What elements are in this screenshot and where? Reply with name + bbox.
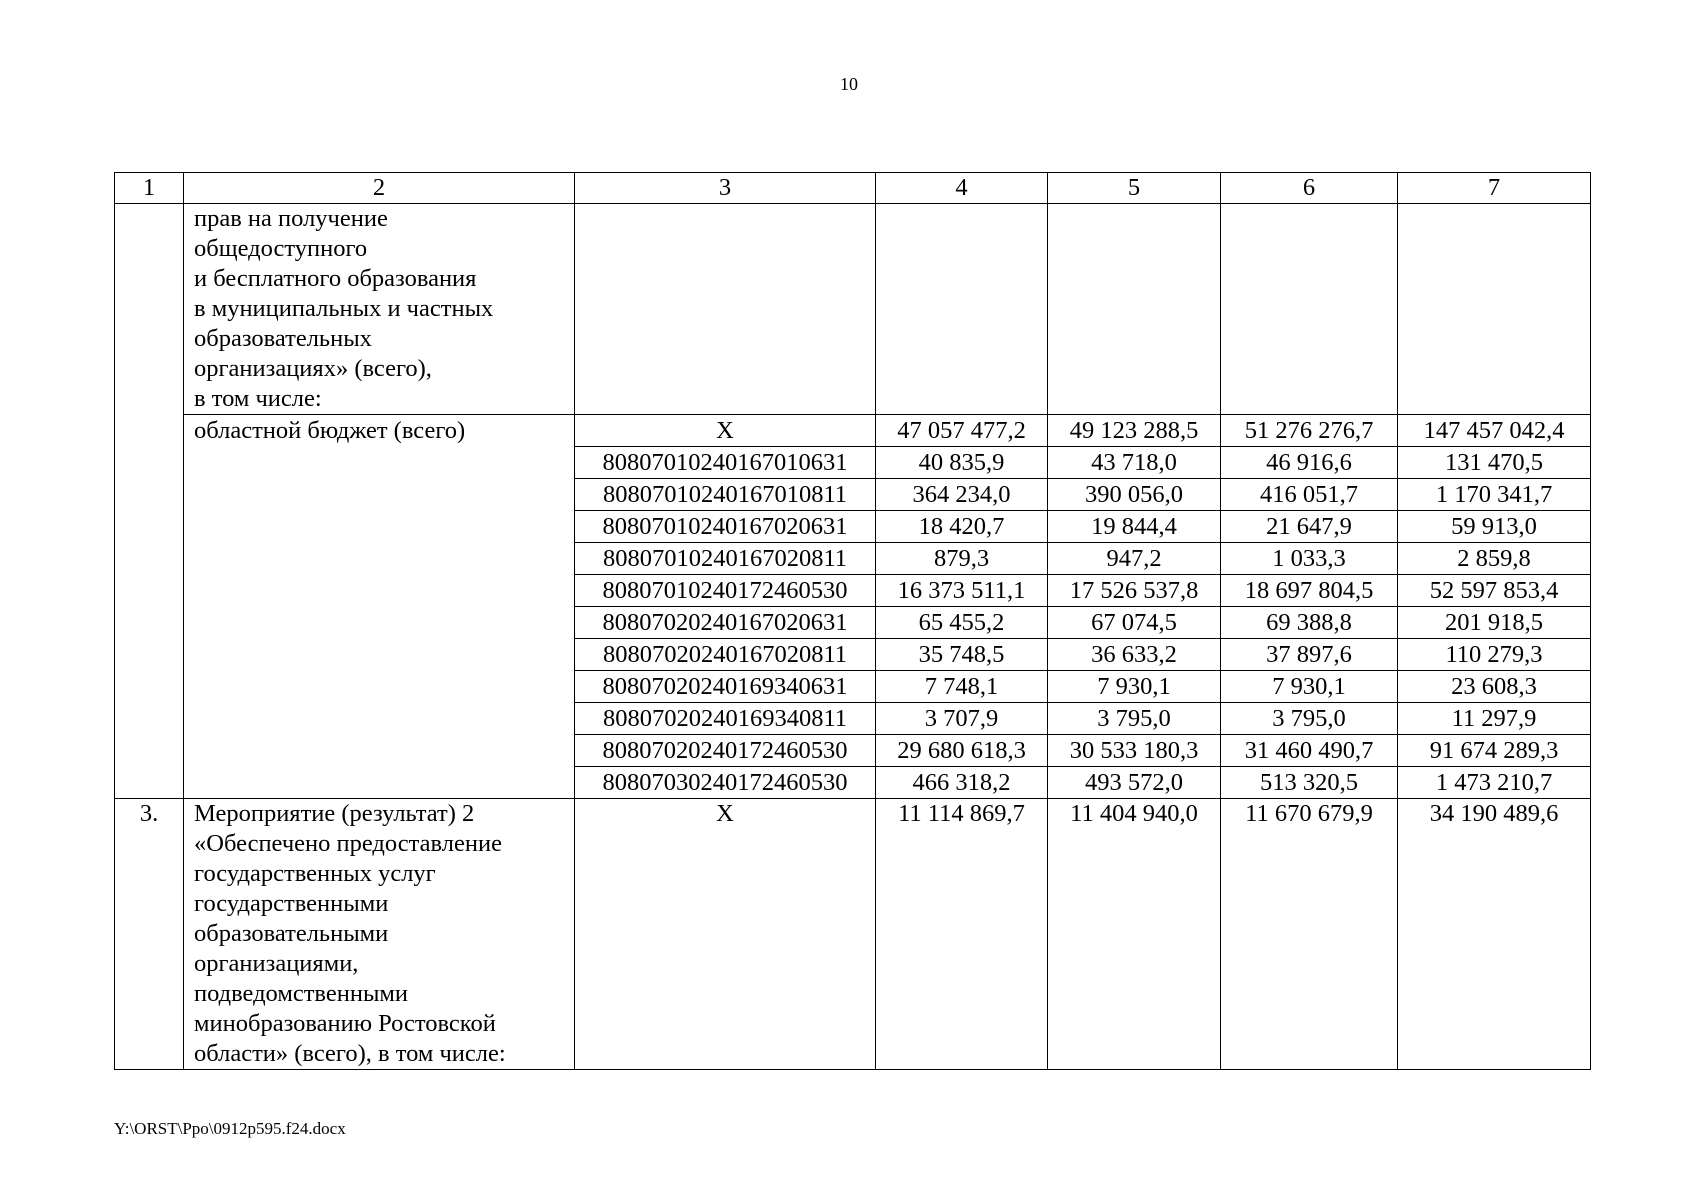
- page-number: 10: [840, 74, 858, 94]
- value-col7: 23 608,3: [1398, 671, 1591, 703]
- value-col5: 7 930,1: [1048, 671, 1221, 703]
- budget-code: 80807010240167010811: [575, 479, 876, 511]
- budget-code: 80807030240172460530: [575, 767, 876, 799]
- description-line: минобразованию Ростовской: [194, 1010, 496, 1037]
- value-col6: 69 388,8: [1221, 607, 1398, 639]
- value-col5: 3 795,0: [1048, 703, 1221, 735]
- budget-code: 80807010240167010631: [575, 447, 876, 479]
- description-line: в том числе:: [194, 385, 322, 412]
- budget-code: 80807020240172460530: [575, 735, 876, 767]
- value-col7: 1 170 341,7: [1398, 479, 1591, 511]
- value-col7: 52 597 853,4: [1398, 575, 1591, 607]
- value-col6: 46 916,6: [1221, 447, 1398, 479]
- continued-item-row: [115, 204, 1591, 415]
- description-line: образовательными: [194, 920, 389, 947]
- value-col5: 390 056,0: [1048, 479, 1221, 511]
- empty-cell: [575, 204, 876, 415]
- value-col5: 36 633,2: [1048, 639, 1221, 671]
- value-col5: 19 844,4: [1048, 511, 1221, 543]
- description-line: «Обеспечено предоставление: [194, 830, 502, 857]
- source-total-col6: 51 276 276,7: [1221, 415, 1398, 447]
- empty-cell: [1221, 204, 1398, 415]
- item3-number: 3.: [115, 799, 184, 1070]
- budget-code: 80807020240169340811: [575, 703, 876, 735]
- budget-code: 80807010240172460530: [575, 575, 876, 607]
- value-col5: 43 718,0: [1048, 447, 1221, 479]
- value-col7: 2 859,8: [1398, 543, 1591, 575]
- value-col6: 18 697 804,5: [1221, 575, 1398, 607]
- continued-item-description: [184, 204, 575, 415]
- budget-code: 80807010240167020811: [575, 543, 876, 575]
- continued-item-number: [115, 204, 184, 799]
- source-total-col4: 47 057 477,2: [876, 415, 1048, 447]
- item3-col7: 34 190 489,6: [1398, 799, 1591, 1070]
- value-col6: 31 460 490,7: [1221, 735, 1398, 767]
- item3-col4: 11 114 869,7: [876, 799, 1048, 1070]
- value-col7: 110 279,3: [1398, 639, 1591, 671]
- value-col4: 35 748,5: [876, 639, 1048, 671]
- value-col6: 37 897,6: [1221, 639, 1398, 671]
- source-total-col7: 147 457 042,4: [1398, 415, 1591, 447]
- value-col4: 16 373 511,1: [876, 575, 1048, 607]
- value-col5: 17 526 537,8: [1048, 575, 1221, 607]
- budget-code: 80807020240169340631: [575, 671, 876, 703]
- budget-table: [114, 172, 1591, 1070]
- value-col4: 29 680 618,3: [876, 735, 1048, 767]
- value-col7: 91 674 289,3: [1398, 735, 1591, 767]
- header-col-1: 1: [115, 173, 184, 204]
- value-col7: 11 297,9: [1398, 703, 1591, 735]
- description-line: области» (всего), в том числе:: [194, 1040, 506, 1067]
- description-line: организациях» (всего),: [194, 355, 432, 382]
- budget-code: 80807020240167020811: [575, 639, 876, 671]
- value-col5: 30 533 180,3: [1048, 735, 1221, 767]
- empty-cell: [876, 204, 1048, 415]
- value-col6: 416 051,7: [1221, 479, 1398, 511]
- description-line: государственными: [194, 890, 389, 917]
- item3-col5: 11 404 940,0: [1048, 799, 1221, 1070]
- value-col6: 1 033,3: [1221, 543, 1398, 575]
- header-col-7: 7: [1398, 173, 1591, 204]
- header-col-5: 5: [1048, 173, 1221, 204]
- value-col4: 466 318,2: [876, 767, 1048, 799]
- description-line: и бесплатного образования: [194, 265, 477, 292]
- value-col4: 65 455,2: [876, 607, 1048, 639]
- description-line: подведомственными: [194, 980, 409, 1007]
- empty-cell: [1398, 204, 1591, 415]
- value-col7: 59 913,0: [1398, 511, 1591, 543]
- value-col6: 513 320,5: [1221, 767, 1398, 799]
- value-col4: 7 748,1: [876, 671, 1048, 703]
- value-col6: 7 930,1: [1221, 671, 1398, 703]
- value-col5: 947,2: [1048, 543, 1221, 575]
- value-col4: 40 835,9: [876, 447, 1048, 479]
- value-col5: 67 074,5: [1048, 607, 1221, 639]
- source-label: областной бюджет (всего): [184, 415, 575, 799]
- description-line: в муниципальных и частных: [194, 295, 494, 322]
- source-total-col5: 49 123 288,5: [1048, 415, 1221, 447]
- item3-code: X: [575, 799, 876, 1070]
- header-col-6: 6: [1221, 173, 1398, 204]
- value-col4: 364 234,0: [876, 479, 1048, 511]
- header-col-4: 4: [876, 173, 1048, 204]
- item3-row: [115, 799, 1591, 1070]
- header-col-3: 3: [575, 173, 876, 204]
- budget-code: 80807010240167020631: [575, 511, 876, 543]
- value-col4: 879,3: [876, 543, 1048, 575]
- value-col6: 21 647,9: [1221, 511, 1398, 543]
- footer-file-path: Y:\ORST\Ppo\0912p595.f24.docx: [114, 1119, 346, 1138]
- item3-description: [184, 799, 575, 1070]
- item3-col6: 11 670 679,9: [1221, 799, 1398, 1070]
- value-col5: 493 572,0: [1048, 767, 1221, 799]
- description-line: общедоступного: [194, 235, 368, 262]
- source-total-row: [115, 415, 1591, 447]
- value-col4: 3 707,9: [876, 703, 1048, 735]
- empty-cell: [1048, 204, 1221, 415]
- value-col7: 131 470,5: [1398, 447, 1591, 479]
- value-col6: 3 795,0: [1221, 703, 1398, 735]
- description-line: организациями,: [194, 950, 359, 977]
- value-col4: 18 420,7: [876, 511, 1048, 543]
- description-line: прав на получение: [194, 205, 388, 232]
- budget-code: 80807020240167020631: [575, 607, 876, 639]
- header-col-2: 2: [184, 173, 575, 204]
- description-line: образовательных: [194, 325, 372, 352]
- description-line: государственных услуг: [194, 860, 436, 887]
- source-total-code: X: [575, 415, 876, 447]
- description-line: Мероприятие (результат) 2: [194, 800, 475, 827]
- header-row: [115, 173, 1591, 204]
- value-col7: 201 918,5: [1398, 607, 1591, 639]
- value-col7: 1 473 210,7: [1398, 767, 1591, 799]
